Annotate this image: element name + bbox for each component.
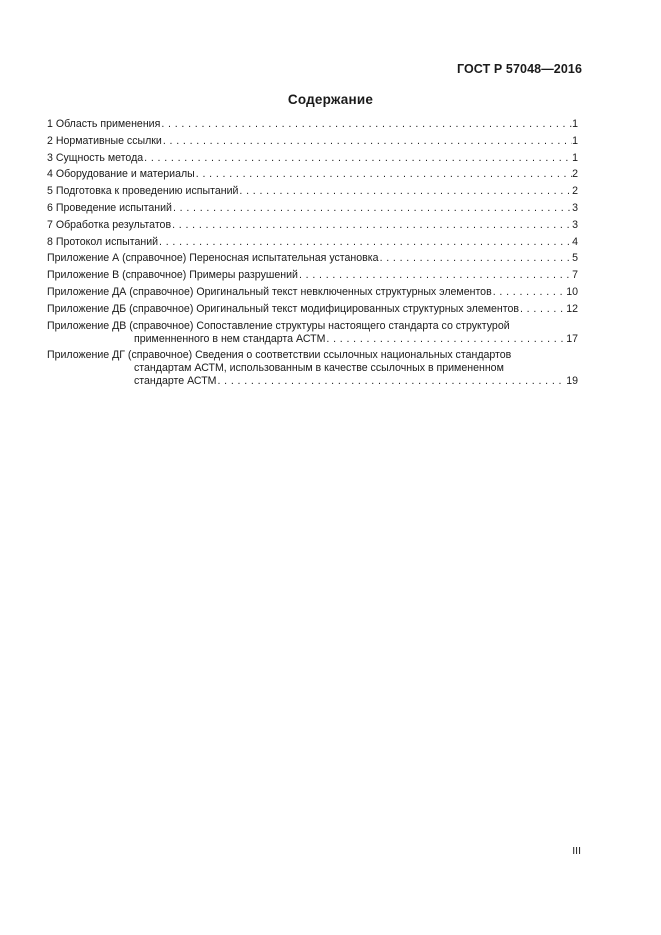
toc-entry-label: Приложение ДВ (справочное) Сопоставление структуры настоящего стандарта со структурой: [47, 319, 510, 332]
toc-entry[interactable]: [47, 286, 578, 299]
toc-entry-page: 1: [572, 151, 578, 164]
toc-entry[interactable]: [47, 219, 578, 232]
toc-leader-dots: [195, 168, 572, 181]
toc-leader-dots: [217, 375, 567, 388]
toc-entry[interactable]: [47, 269, 578, 282]
toc-leader-dots: [298, 269, 572, 282]
toc-leader-dots: [143, 152, 572, 165]
toc-leader-dots: [158, 236, 572, 249]
toc-leader-dots: [171, 219, 572, 232]
toc-entry-page: 17: [566, 332, 578, 345]
page-number: III: [572, 845, 581, 857]
toc-entry-label: Приложение А (справочное) Переносная испытательная установка: [47, 252, 379, 265]
document-code: ГОСТ Р 57048—2016: [456, 62, 582, 76]
toc-entry-page: 2: [572, 185, 578, 198]
toc-entry-label: Приложение ДА (справочное) Оригинальный текст невключенных структурных элементов: [47, 285, 492, 298]
toc-entry[interactable]: [47, 185, 578, 198]
toc-entry-label: Приложение ДБ (справочное) Оригинальный текст модифицированных структурных элементов: [47, 302, 519, 315]
toc-entry-label: 5 Подготовка к проведению испытаний: [47, 185, 239, 198]
toc-leader-dots: [238, 185, 572, 198]
toc-entry-label: 6 Проведение испытаний: [47, 201, 172, 214]
toc-entry-page: 19: [566, 375, 578, 388]
toc-title: Содержание: [287, 92, 374, 107]
toc-entry-page: 2: [572, 168, 578, 181]
toc-entry-label: 4 Оборудование и материалы: [47, 168, 195, 181]
toc-entry-page: 4: [572, 235, 578, 248]
toc-entry-page: 7: [572, 269, 578, 282]
toc-entry[interactable]: [47, 118, 578, 131]
toc-entry[interactable]: [47, 236, 578, 249]
toc-entry[interactable]: [47, 168, 578, 181]
toc-entry[interactable]: [47, 303, 578, 316]
toc-entry-label: 1 Область применения: [47, 118, 161, 130]
toc-entry-page: 1: [572, 118, 578, 130]
toc-entry[interactable]: [47, 349, 578, 388]
toc-entry-label-continued: стандартам АСТМ, использованным в качестве ссылочных в примененном: [134, 362, 504, 375]
toc-entry-label: Приложение В (справочное) Примеры разрушений: [47, 269, 298, 282]
toc-leader-dots: [162, 135, 572, 148]
toc-entry-label: 3 Сущность метода: [47, 151, 144, 164]
toc-entry-label-continued: применненного в нем стандарта АСТМ: [134, 332, 326, 345]
toc-entry-label: 2 Нормативные ссылки: [47, 134, 162, 147]
table-of-contents: [47, 118, 578, 392]
toc-entry-page: 12: [566, 302, 578, 315]
toc-entry-page: 5: [572, 252, 578, 265]
toc-entry-page: 3: [572, 218, 578, 231]
toc-entry-label: 8 Протокол испытаний: [47, 235, 159, 248]
toc-leader-dots: [519, 303, 566, 316]
toc-entry-page: 3: [572, 201, 578, 214]
toc-leader-dots: [379, 252, 573, 265]
toc-entry[interactable]: [47, 135, 578, 148]
toc-entry-page: 10: [566, 285, 578, 298]
toc-entry-page: 1: [572, 134, 578, 147]
toc-leader-dots: [172, 202, 572, 215]
toc-entry[interactable]: [47, 152, 578, 165]
toc-leader-dots: [492, 286, 567, 299]
toc-leader-dots: [160, 118, 572, 131]
toc-entry-label: 7 Обработка результатов: [47, 218, 172, 231]
toc-entry[interactable]: [47, 202, 578, 215]
toc-entry-label: Приложение ДГ (справочное) Сведения о соответствии ссылочных национальных стандартов: [47, 349, 512, 362]
toc-entry[interactable]: [47, 252, 578, 265]
toc-entry-label-continued: стандарте АСТМ: [134, 375, 217, 388]
toc-leader-dots: [325, 333, 566, 346]
toc-entry[interactable]: [47, 320, 578, 346]
